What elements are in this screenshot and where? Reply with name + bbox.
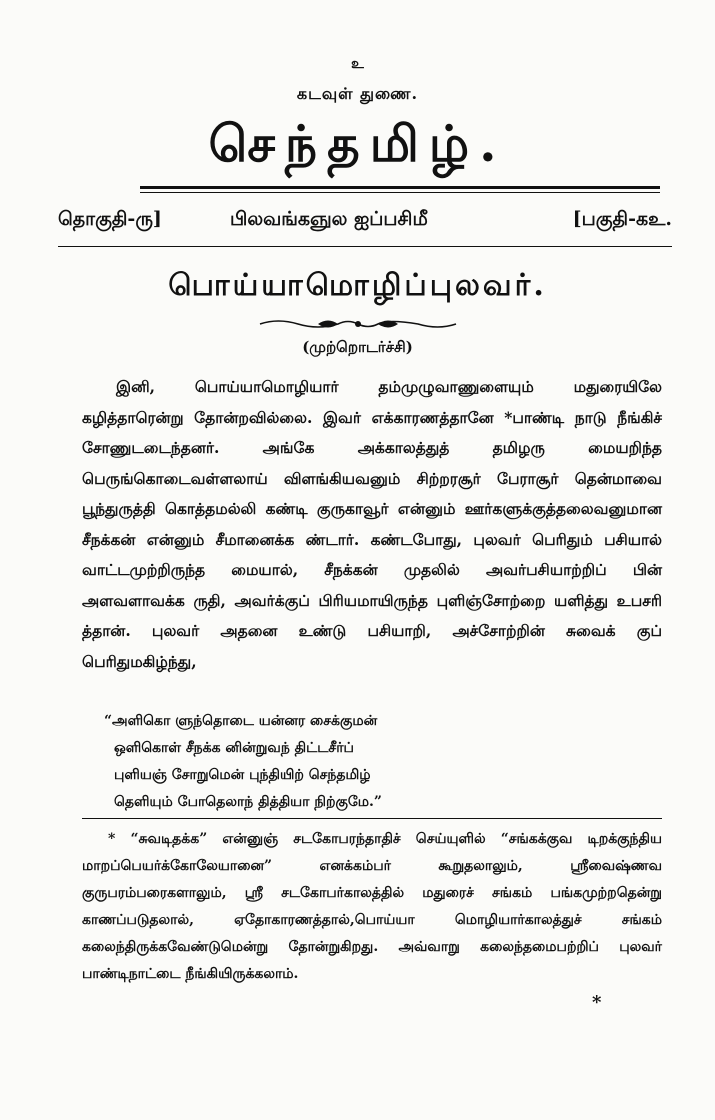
verse-line: “அளிகொ ளுந்தொடை யன்னர சைக்குமன் <box>104 713 378 729</box>
footnote-end-mark: * <box>592 992 602 1013</box>
article-title: பொய்யாமொழிப்புலவர். <box>168 268 547 303</box>
verse-line: தெளியும் போதெலாந் தித்தியா நிற்குமே.” <box>114 794 382 810</box>
verse-line: புளியஞ் சோறுமென் புந்தியிற் செந்தமிழ் <box>114 767 371 783</box>
invocation-mark: உ <box>351 56 364 72</box>
ornament-divider <box>0 316 715 335</box>
masthead-rule-thick <box>140 186 660 189</box>
article-body <box>82 372 662 677</box>
volume-number: தொகுதி-ரு] <box>58 208 162 230</box>
part-number: [பகுதி-கஉ. <box>572 208 672 230</box>
journal-masthead: செந்தமிழ். <box>208 114 507 173</box>
continued-note: (முற்றொடர்ச்சி) <box>302 338 413 356</box>
footnote-rule <box>82 818 662 819</box>
paragraph: இனி, பொய்யாமொழியார் தம்முழுவாணுளையும் மதுரையிலே கழித்தாரென்று தோன்றவில்லை. இவர் எக்காரணத்தானே *பாண்டி நாடு நீங்கிச் சோணுடடைந்தனர். அங்கே அக்காலத்துத் தமிழரு மையறிந்த பெருங்கொடைவள்ளலாய் விளங்கியவனும் சிற்றரசூர் பேராசூர் தென்மாவை பூந்துருத்தி கொத்தமல்லி கண்டி குருகாவூர் என்னும் ஊர்களுக்குத்தலைவனுமான சீநக்கன் என்னும் சீமானைக்க ண்டார். கண்டபோது, புலவர் பெரிதும் பசியால் வாட்டமுற்றிருந்த மையால், சீநக்கன் முதலில் அவர்பசியாற்றிப் பின் அளவளாவக்க ருதி, அவர்க்குப் பிரியமாயிருந்த புளிஞ்சோற்றை யளித்து உபசரி த்தான். புலவர் அதனை உண்டு பசியாறி, அச்சோற்றின் சுவைக் குப் பெரிதுமகிழ்ந்து, <box>82 377 662 671</box>
footnote <box>82 826 662 988</box>
verse-block <box>104 708 644 816</box>
issue-date: பிலவங்கஞுல ஐப்பசிமீ <box>230 208 428 230</box>
verse-line: ஒளிகொள் சீநக்க னின்றுவந் திட்டசீர்ப் <box>114 740 354 756</box>
invocation-line: கடவுள் துணை. <box>296 84 419 103</box>
issue-info <box>58 208 672 238</box>
issue-rule <box>58 246 672 247</box>
masthead-rule-thin <box>140 192 660 193</box>
footnote-text: * “சுவடிதக்க” என்னுஞ் சடகோபரந்தாதிச் செய்யுளில் “சங்கக்குவ டிறக்குந்திய மாறப்பெயர்க்கோலேயானை” எனக்கம்பர் கூறுதலாலும், ஸ்ரீவைஷ்ணவ குருபரம்பரைகளாலும், ஸ்ரீ சடகோபர்காலத்தில் மதுரைச் சங்கம் பங்கமுற்றதென்று காணப்படுதலால், ஏதோகாரணத்தால்,பொய்யா மொழியார்காலத்துச் சங்கம் கலைந்திருக்கவேண்டுமென்று தோன்றுகிறது. அவ்வாறு கலைந்தமைபற்றிப் புலவர் பாண்டிநாட்டை நீங்கியிருக்கலாம். <box>82 831 662 982</box>
